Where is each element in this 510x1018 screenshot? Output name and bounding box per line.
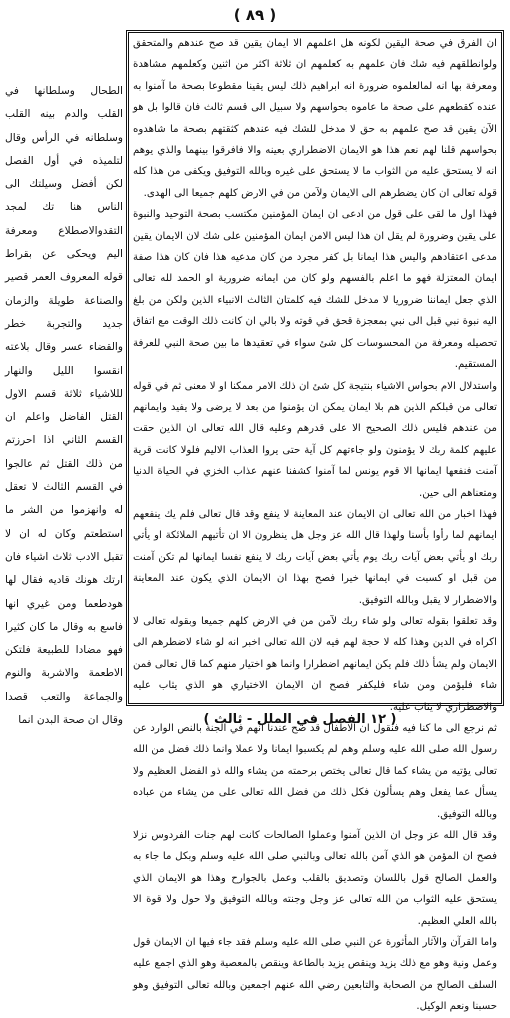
- paragraph: ان الفرق في صحة اليقين لكونه هل اعلمهم الا ايمان يقين قد صح عندهم والمتحقق ولوانطلقهم فيه شك فان علمهم به كعلمهم ان ثلاثة اكثر من اثنين وكعلمهم مشاهدة ومعرفة بها انه لمالعلموه ضرورة انه ابراهيم ذلك ليس يقينا مقطوعا بصحة ما آمنوا به عنده كقطعهم على صحة ما عاموه بحواسهم ولا سبيل الى قسم ثالث فان قالوا بل هو الآن يقين قد صح علمهم به حق لا مدخل للشك فيه عندهم كثقتهم بصحة ما شاهدوه بحواسهم قلنا لهم نعم هذا هو الايمان الاضطراري بعينه والا فافرقوا بينهما والذي يوهم انه لا يستحق عليه من الثواب ما لا يستحق على غيره وبالله التوفيق ويكفى من هذا كله قوله تعالى ان كان يضطرهم الى الايمان ولآمن من في الارض كلهم جميعا الى الهدى.: [133, 38, 497, 199]
- paragraph: وقد تعلقوا بقوله تعالى ولو شاء ربك لآمن من في الارض كلهم جميعا وبقوله تعالى لا اكراه في الدين وهذا كله لا حجة لهم فيه لان الله تعالى اخبر انه لو شاء لاضطرهم الى الايمان ولم يشأ ذلك فلم يكن ايمانهم اضطرارا وانما هو اختيار منهم كما قال تعالى فمن شاء فليؤمن ومن شاء فليكفر فصح ان الايمان الاختياري هو الذي يثاب عليه والاضطراري لا يثاب عليه.: [133, 615, 497, 713]
- margin-commentary: الطحال وسلطانها في القلب والدم بينه القلب وسلطانه في الرأس وقال لتلميذه في أول الفصل لكن أفضل وسيلتك الى الناس هنا تك لمجد التقدوالاصطلاع ومعرفة اليم ويحكى عن بقراط قوله المعروف العمر قصير والصناعة طويلة والزمان جديد والتجربة خطر والقضاء عسر وقال بلاعته انقسوا الليل والنهار لللاشياء ثلاثة قسم الاول القتل الفاضل واعلم ان القسم الثاني اذا احرزتم من ذلك القتل ثم عالجوا في القسم الثالث لا تعقل له وانهزموا من الشر ما استطعتم وكان له ان لا تقبل الادب ثلاث اشياء فان ارتك هونك قاديه فقال لها هودطعما ومن غيري انها فاسع به وقال ما كان كثيرا فهو مضادا للطبيعة فلتكن الاطعمة والاشربة والنوم والجماعة والتعب قصدا وقال ان صحة البدن انما: [5, 85, 123, 727]
- paragraph: واستدلال الام بحواس الاشياء بنتيجة كل شئ ان ذلك الامر ممكنا او لا معنى ثم في قوله تعالى من قبلكم الذين هم بلا ايمان يمكن ان يؤمنوا من بعد لا يرضى ولا يفيد وايمانهم من عندهم فليس ذلك الصحيح الا على قدرهم وعليه قال الله تعالى ان الذين حقت عليهم كلمة ربك لا يؤمنون ولو جاءتهم كل آية حتى يروا العذاب الاليم فلولا كانت قرية آمنت فنفعها ايمانها الا قوم يونس لما آمنوا كشفنا عنهم عذاب الخزي في الحياة الدنيا ومتعناهم الى حين.: [133, 380, 497, 499]
- paragraph: ثم نرجع الى ما كنا فيه فنقول ان الاطفال قد صح عندنا انهم في الجنة بالنص الوارد عن رسول الله صلى الله عليه وسلم وهم لم يكسبوا ايمانا ولا عملا وانما ذلك فضل من الله تعالى يؤتيه من يشاء كما قال تعالى يختص برحمته من يشاء والله ذو الفضل العظيم ولا يسأل عما يفعل وهم يسألون فكل ذلك من فضل الله تعالى على من يشاء من عباده وبالله التوفيق.: [133, 723, 497, 820]
- paragraph: فهذا اخبار من الله تعالى ان الايمان عند المعاينة لا ينفع وقد قال تعالى فلم يك ينفعهم ايمانهم لما رأوا بأسنا ولهذا قال الله عز وجل هل ينظرون الا ان تأتيهم الملائكة او يأتي ربك او يأتي بعض آيات ربك يوم يأتي بعض آيات ربك لا ينفع نفسا ايمانها لم تكن آمنت من قبل او كسبت في ايمانها خيرا فصح بهذا ان الايمان الذي يكون عند المعاينة والاضطرار لا يقبل وبالله التوفيق.: [133, 508, 497, 606]
- paragraph: واما القرآن والآثار المأثورة عن النبي صلى الله عليه وسلم فقد جاء فيها ان الايمان قول وعمل ونية وهو مع ذلك يزيد وينقص يزيد بالطاعة وينقص بالمعصية وهو الذي اجمع عليه السلف الصالح من الصحابة والتابعين رضي الله عنهم اجمعين وبالله تعالى التوفيق وهو حسبنا ونعم الوكيل.: [133, 937, 497, 1013]
- page-number: ( ٨٩ ): [233, 6, 277, 24]
- page-footer: ( ١٢ الفصل في الملل - ثالث ): [203, 712, 397, 727]
- paragraph: وقد قال الله عز وجل ان الذين آمنوا وعملوا الصالحات كانت لهم جنات الفردوس نزلا فصح ان المؤمن هو الذي آمن بالله تعالى وبالنبي صلى الله عليه وسلم وبكل ما جاء به والعمل الصالح قول باللسان وتصديق بالقلب وعمل بالجوارح وهذا هو الايمان الذي يستحق عليه الثواب من الله تعالى عز وجل وجنته وبالله التوفيق ولا حول ولا قوة الا بالله العلي العظيم.: [133, 830, 497, 927]
- paragraph: فهذا اول ما لقى على قول من ادعى ان ايمان المؤمنين مكتسب بصحة التوحيد والنبوة على يقين وضرورة لم يقل ان هذا ليس الامن ايمان المؤمنين على شك لان الايمان يقين مدعى اعتقادهم واليس هذا ايمانا بل كفر مجرد من كان مدعيه هذا فان كان هذا صفة ايمان المعتزلة فهو ما اعلم بالفسهم ولو كان من ايمانه ضرورية او الحمد لله تعالى الذي جعل ايماننا ضروريا لا مدخل للشك فيه كلمتان الثالث الانبياء الذين ولكن من بلغ اليه نبوة نبي قبل الى نبي بمعجزة قحق في قوته ولا بالي ان كانت ذلك الوقت مع اتفاق تحصيله ومعرفة من المحسوسات كل شئ سواء في تعقيدها ما بين صحة النبي للعرفة المستقيم.: [133, 209, 497, 371]
